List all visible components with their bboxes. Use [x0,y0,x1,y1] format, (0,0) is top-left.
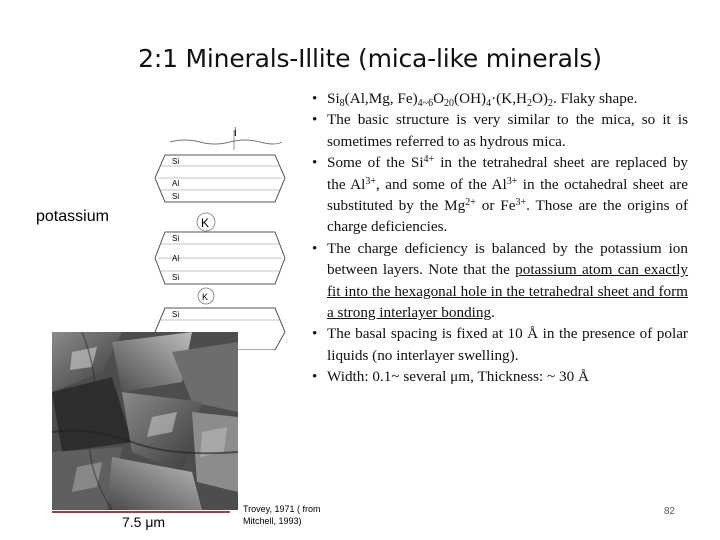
layer-label-al-1: Al [172,179,180,188]
page-number: 82 [664,506,676,517]
layer-label-al-2: Al [172,254,180,263]
illite-structure-diagram [150,120,290,350]
bullet-dimensions: • Width: 0.1~ several μm, Thickness: ~ 30 Å [312,366,688,387]
illite-sem-micrograph [52,332,238,510]
underlined-potassium-note: potassium atom can exactly fit into the hexagonal hole in the tetrahedral sheet and form a strong interlayer bonding [327,261,689,322]
micrograph-scale-bar [52,511,230,513]
potassium-ion-1-label: K [201,216,210,230]
citation-line-2: Mitchell, 1993) [243,516,302,526]
layer-label-si-1: Si [172,157,180,166]
bullet-substitution: • Some of the $Si^{4+}$ in the tetrahedral sheet are replaced by the $Al^{3+}$, and some of the $Al^{3+}$ in the octahedral sheet are substituted by the $Mg^{2+}$ or $Fe^{3+}$. Those are the origins of charge deficiencies. [312,152,688,238]
diagram-top-marker: i [234,125,237,139]
bullet-basic-structure: • The basic structure is very similar to the mica, so it is sometimes referred to as hydrous mica. [312,109,688,152]
layer-label-si-3: Si [172,234,180,243]
image-citation [243,503,321,527]
layer-label-si-2: Si [172,192,180,201]
potassium-label: potassium [36,208,109,225]
layer-label-si-5: Si [172,310,180,319]
micrograph-scale-label: 7.5 μm [122,514,166,530]
citation-line-1: Trovey, 1971 ( from [243,504,321,514]
bullet-formula: • $Si_8(Al,Mg$, $Fe)_{4\sim 6}O_{20}(OH)_4\cdot(K,H_2O)_2$. Flaky shape. [312,88,688,109]
diagram-top-wavy-line [170,140,282,144]
potassium-ion-2-label: K [202,292,209,302]
layer-label-si-4: Si [172,273,180,282]
bullet-charge-balance: • The charge deficiency is balanced by the potassium ion between layers. Note that the potassium atom can exactly fit into the hexagonal hole in the tetrahedral sheet and form a strong interlayer bonding. [312,238,688,324]
bullet-list [312,88,688,388]
slide-title: 2:1 Minerals-Illite (mica-like minerals) [138,44,602,73]
bullet-basal-spacing: • The basal spacing is fixed at 10 Å in the presence of polar liquids (no interlayer swelling). [312,323,688,366]
